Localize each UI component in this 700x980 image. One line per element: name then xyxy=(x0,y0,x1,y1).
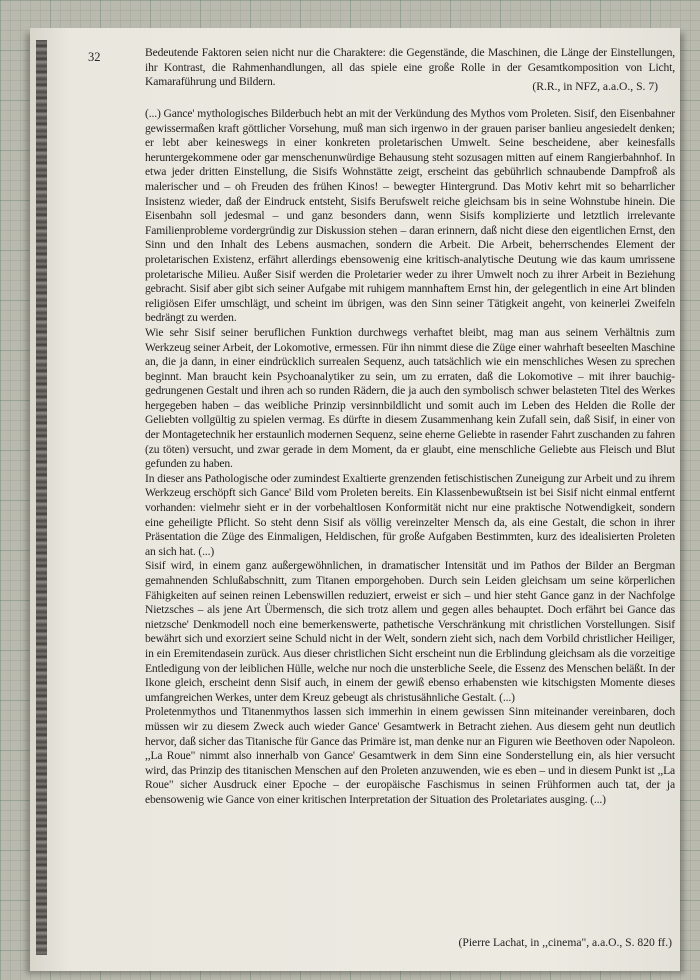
paragraph: In dieser ans Pathologische oder zumindest Exaltierte grenzenden fetischistischen Zuneigung zur Arbeit und zu ihrem Werkzeug erschöpft sich Gance' Bild vom Proleten bereits. Ein Klassenbewußtsein ist bei Sisif nicht einmal entfernt vorhanden: vielmehr sieht er in der vorbehaltlosen Konformität nicht nur eine praktische Notwendigkeit, sondern eine geheiligte Pflicht. So steht denn Sisif als völlig vereinzelter Mensch da, als eine Gestalt, die schon in ihrer Präsentation die Züge des Einmaligen, Heldischen, für große Aufgaben Bestimmten, kurz des idealisierten Proleten an sich hat. (...) xyxy=(145,471,675,558)
paragraph: Sisif wird, in einem ganz außergewöhnlichen, in dramatischer Intensität und im Pathos der Bilder an Bergman gemahnenden Schlußabschnitt, zum Titanen emporgehoben. Durch sein Leiden gleichsam um seine körperlichen Fähigkeiten auf seinen reinen Lebenswillen reduziert, erweist er sich – und hier steht Gance ganz in der Nachfolge Nietzsches – als jene Art Übermensch, die sich trotz allem und gegen alles behauptet. Doch erfährt bei Gance das nietzsche' Denkmodell noch eine bemerkenswerte, pathetische Verschränkung mit christlichen Vorstellungen. Sisif bewährt sich und exorziert seine Schuld nicht in der Welt, sondern zieht sich, nach dem Vorbild christlicher Heiliger, in ein Eremitendasein zurück. Aus dieser christlichen Sicht erscheint nun die Erblindung gleichsam als die vorzeitige Entledigung von der leiblichen Hülle, welche nur noch die unsterbliche Seele, die Essenz des Menschen beläßt. In der Ikone gleich, erscheint denn Sisif auch, in einem der gewiß ebenso erhabensten wie kitschigsten Momente dieses umfangreichen Werkes, unter dem Kreuz gebeugt als christusähnliche Gestalt. (...) xyxy=(145,559,675,704)
article-body xyxy=(145,107,675,808)
paragraph: Wie sehr Sisif seiner beruflichen Funktion durchwegs verhaftet bleibt, mag man aus seinem Verhältnis zum Werkzeug seiner Arbeit, der Lokomotive, ermessen. Für ihn nimmt diese die Züge einer wahrhaft beseelten Maschine an, die ja dann, in einer eindrücklich surrealen Sequenz, auch tatsächlich wie ein menschliches Wesen zu sprechen beginnt. Man braucht kein Psychoanalytiker zu sein, um zu erraten, daß die Lokomotive – mit ihrer bauchig-gedrungenen Gestalt und ihren ach so runden Rädern, die ja auch den symbolisch schwer belasteten Titel des Werkes hergegeben haben – das weibliche Prinzip versinnbildlicht und somit auch im Leben des Helden die Rolle der Geliebten vollgültig zu spielen vermag. Es dürfte in diesem Zusammenhang kein Zufall sein, daß Sisif, in einer von der Montagetechnik her erstaunlich modernen Sequenz, seine eherne Geliebte in rasender Fahrt zuschanden zu fahren (zu töten) versucht, und zwar gerade in dem Moment, da er glaubt, eine menschliche Geliebte aus Fleisch und Blut gefunden zu haben. xyxy=(145,325,675,471)
paragraph: Proletenmythos und Titanenmythos lassen sich immerhin in einem gewissen Sinn miteinander vereinbaren, doch müssen wir zu diesem Zweck auch wieder Gance' Gesamtwerk in Betracht ziehen. Aus diesem geht nun deutlich hervor, daß sicher das Titanische für Gance das Primäre ist, man denke nur an Figuren wie Beethoven oder Napoleon. ,,La Roue" nimmt also innerhalb von Gance' Gesamtwerk in dem Sinn eine Sonderstellung ein, als hier versucht wird, das Prinzip des titanischen Menschen auf den Proleten anzuwenden, wie es eben – und in diesem Punkt ist ,,La Roue" sicher Ausdruck einer Epoche – der europäische Faschismus in seinen Frühformen auch tat, der ja ebensowenig wie Gance von einer kritischen Interpretation der Situation des Proletariates ausging. (...) xyxy=(145,705,675,806)
page-number: 32 xyxy=(88,50,101,64)
book-spine xyxy=(36,40,47,955)
closing-citation: (Pierre Lachat, in ,,cinema", a.a.O., S. 820 ff.) xyxy=(458,936,672,949)
paragraph: (...) Gance' mythologisches Bilderbuch hebt an mit der Verkündung des Mythos vom Proleten. Sisif, den Eisenbahner gewissermaßen kraft göttlicher Vorsehung, muß man sich irgenwo in der grauen pariser banlieu angesiedelt denken; er lebt aber keineswegs in einer konkreten proletarischen Umwelt. Seine bescheidene, aber keinesfalls heruntergekommene oder gar menschenunwürdige Behausung steht sozusagen mitten auf einem Rangierbahnhof. In etwa jeder dritten Einstellung, die Sisifs Wohnstätte zeigt, erscheint das gebührlich schnaubende Dampfroß als malerischer und – oh Freuden des frühen Kinos! – bewegter Hintergrund. Das Motiv kehrt mit so beharrlicher Insistenz wieder, daß der Eindruck entsteht, Sisifs Berufswelt reiche gleichsam bis in seine Wohnstube hinein. Die Eisenbahn soll jedesmal – und ganz besonders dann, wenn Sisifs komplizierte und letztlich irrelevante Familienprobleme vordergründig zur Diskussion stehen – daran erinnern, daß nicht diese den eigentlichen Ernst, den Sinn und den Inhalt des Lebens ausmachen, sondern die Arbeit. Die Arbeit, beherrschendes Element der proletarischen Existenz, erfährt allerdings ebensowenig eine kritisch-analytische Deutung wie das kaum umrissene proletarische Milieu. Außer Sisif werden die Proletarier weder zu ihrer Umwelt noch zu ihrer Arbeit in Beziehung gebracht. Sisif aber gibt sich seiner Aufgabe mit ruhigem mannhaftem Ernst hin, der gelegentlich in eine Art blinden religiösen Eifer umschlägt, und scheint im übrigen, was den Sinn seiner Tätigkeit angeht, von keinerlei Zweifeln bedrängt zu werden. xyxy=(145,107,675,325)
intro-quote-text: Bedeutende Faktoren seien nicht nur die Charaktere: die Gegenstände, die Maschinen, die Länge der Einstellungen, ihr Kontrast, die Rahmenhandlungen, all das spiele eine große Rolle in der Gesamtkomposition von Licht, Kamaraführung und Bildern. xyxy=(145,46,675,89)
intro-citation: (R.R., in NFZ, a.a.O., S. 7) xyxy=(532,80,658,93)
